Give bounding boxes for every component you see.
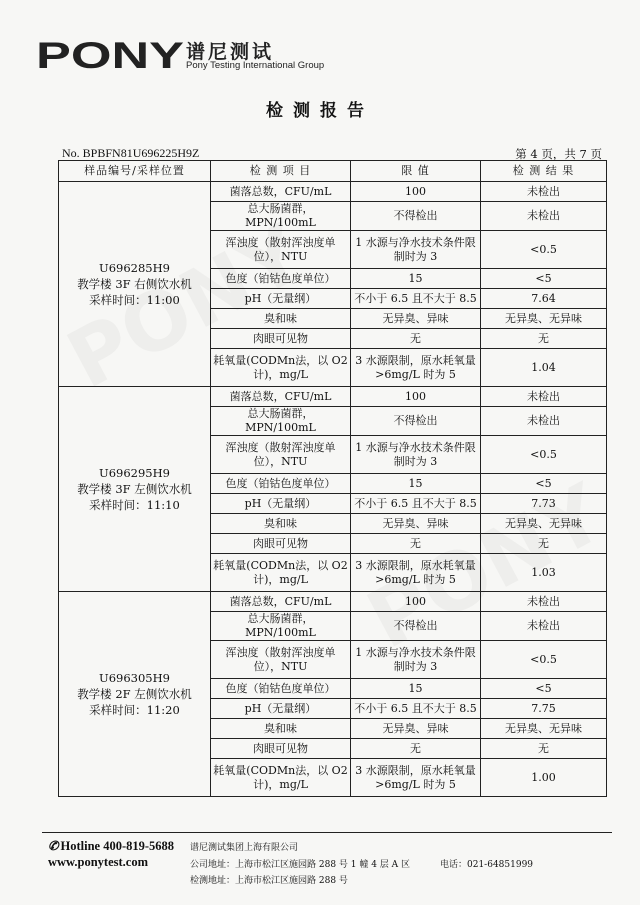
limit-cell: 不小于 6.5 且不大于 8.5 [351, 494, 481, 514]
test-item-cell: 色度（铂钴色度单位） [211, 474, 351, 494]
result-cell: 7.64 [481, 289, 607, 309]
column-header: 检 测 结 果 [481, 161, 607, 182]
test-item-cell: 臭和味 [211, 309, 351, 329]
sample-info-cell [59, 182, 211, 387]
sample-location: 教学楼 3F 右侧饮水机 [77, 277, 192, 291]
test-item-cell: 浑浊度（散射浑浊度单位），NTU [211, 641, 351, 679]
test-item-cell: 色度（铂钴色度单位） [211, 679, 351, 699]
hotline [48, 838, 174, 854]
website: www.ponytest.com [48, 855, 148, 869]
result-cell: 7.73 [481, 494, 607, 514]
result-cell: 无 [481, 739, 607, 759]
table-row [59, 387, 607, 407]
column-header: 限 值 [351, 161, 481, 182]
limit-cell: 无异臭、异味 [351, 719, 481, 739]
test-item-cell: pH（无量纲） [211, 699, 351, 719]
result-cell: 1.00 [481, 759, 607, 797]
result-cell: 未检出 [481, 387, 607, 407]
result-cell: 无 [481, 534, 607, 554]
result-cell: 1.04 [481, 349, 607, 387]
results-table [58, 160, 607, 797]
phone-number: 电话：021-64851999 [440, 860, 534, 870]
result-cell: <5 [481, 474, 607, 494]
limit-cell: 15 [351, 474, 481, 494]
test-item-cell: 臭和味 [211, 514, 351, 534]
pony-logo [36, 38, 186, 72]
limit-cell: 1 水源与净水技术条件限制时为 3 [351, 231, 481, 269]
result-cell: <0.5 [481, 641, 607, 679]
document-number: No. BPBFN81U696225H9Z [62, 146, 200, 160]
limit-cell: 3 水源限制，原水耗氧量 >6mg/L 时为 5 [351, 554, 481, 592]
column-header: 样品编号/采样位置 [59, 161, 211, 182]
table-header-row [59, 161, 607, 182]
report-title: 检测报告 [266, 101, 374, 121]
result-cell: 未检出 [481, 182, 607, 202]
test-item-cell: 浑浊度（散射浑浊度单位），NTU [211, 436, 351, 474]
result-cell: 7.75 [481, 699, 607, 719]
sample-id: U696305H9 [99, 671, 170, 685]
brand-name-cn: 谱尼测试 [186, 41, 275, 63]
limit-cell: 不小于 6.5 且不大于 8.5 [351, 699, 481, 719]
test-item-cell: 菌落总数，CFU/mL [211, 592, 351, 612]
limit-cell: 不小于 6.5 且不大于 8.5 [351, 289, 481, 309]
result-cell: 无 [481, 329, 607, 349]
result-cell: 无异臭、无异味 [481, 719, 607, 739]
svg-text:PONY: PONY [36, 38, 185, 72]
sample-id: U696295H9 [99, 466, 170, 480]
test-item-cell: 菌落总数，CFU/mL [211, 182, 351, 202]
test-item-cell: 总大肠菌群，MPN/100mL [211, 407, 351, 436]
limit-cell: 不得检出 [351, 202, 481, 231]
footer-divider [42, 832, 612, 833]
test-item-cell: 菌落总数，CFU/mL [211, 387, 351, 407]
result-cell: 未检出 [481, 407, 607, 436]
test-item-cell: pH（无量纲） [211, 494, 351, 514]
result-cell: 1.03 [481, 554, 607, 592]
test-item-cell: pH（无量纲） [211, 289, 351, 309]
limit-cell: 无异臭、异味 [351, 309, 481, 329]
test-item-cell: 臭和味 [211, 719, 351, 739]
sample-info-cell [59, 387, 211, 592]
limit-cell: 3 水源限制，原水耗氧量 >6mg/L 时为 5 [351, 349, 481, 387]
test-item-cell: 总大肠菌群，MPN/100mL [211, 612, 351, 641]
sample-location: 教学楼 3F 左侧饮水机 [77, 482, 192, 496]
phone-icon: ✆ [48, 839, 59, 853]
sample-location: 教学楼 2F 左侧饮水机 [77, 687, 192, 701]
limit-cell: 100 [351, 387, 481, 407]
table-row [59, 182, 607, 202]
result-cell: <5 [481, 679, 607, 699]
hotline-text: Hotline 400-819-5688 [60, 839, 175, 853]
limit-cell: 100 [351, 182, 481, 202]
limit-cell: 不得检出 [351, 407, 481, 436]
table-row [59, 592, 607, 612]
limit-cell: 1 水源与净水技术条件限制时为 3 [351, 436, 481, 474]
limit-cell: 无异臭、异味 [351, 514, 481, 534]
test-item-cell: 耗氧量(CODMn法，以 O2 计)，mg/L [211, 759, 351, 797]
limit-cell: 1 水源与净水技术条件限制时为 3 [351, 641, 481, 679]
brand-name-en: Pony Testing International Group [186, 60, 325, 71]
office-address: 公司地址：上海市松江区施园路 288 号 1 幢 4 层 A 区 [190, 860, 411, 870]
result-cell: 未检出 [481, 592, 607, 612]
limit-cell: 无 [351, 534, 481, 554]
result-cell: <5 [481, 269, 607, 289]
limit-cell: 无 [351, 329, 481, 349]
test-item-cell: 肉眼可见物 [211, 329, 351, 349]
test-item-cell: 浑浊度（散射浑浊度单位），NTU [211, 231, 351, 269]
lab-address: 检测地址：上海市松江区施园路 288 号 [190, 876, 348, 886]
result-cell: <0.5 [481, 436, 607, 474]
sample-time: 采样时间：11:20 [89, 703, 180, 717]
sample-time: 采样时间：11:10 [89, 498, 180, 512]
test-item-cell: 耗氧量(CODMn法，以 O2 计)，mg/L [211, 554, 351, 592]
sample-info-cell [59, 592, 211, 797]
test-item-cell: 总大肠菌群，MPN/100mL [211, 202, 351, 231]
test-item-cell: 肉眼可见物 [211, 739, 351, 759]
test-item-cell: 色度（铂钴色度单位） [211, 269, 351, 289]
company-name: 谱尼测试集团上海有限公司 [190, 843, 299, 853]
column-header: 检 测 项 目 [211, 161, 351, 182]
limit-cell: 不得检出 [351, 612, 481, 641]
limit-cell: 100 [351, 592, 481, 612]
test-item-cell: 耗氧量(CODMn法，以 O2 计)，mg/L [211, 349, 351, 387]
sample-id: U696285H9 [99, 261, 170, 275]
limit-cell: 无 [351, 739, 481, 759]
limit-cell: 3 水源限制，原水耗氧量 >6mg/L 时为 5 [351, 759, 481, 797]
result-cell: 未检出 [481, 612, 607, 641]
limit-cell: 15 [351, 679, 481, 699]
sample-time: 采样时间：11:00 [89, 293, 180, 307]
page-info: 第 4 页，共 7 页 [515, 147, 602, 161]
result-cell: 未检出 [481, 202, 607, 231]
result-cell: <0.5 [481, 231, 607, 269]
test-item-cell: 肉眼可见物 [211, 534, 351, 554]
limit-cell: 15 [351, 269, 481, 289]
result-cell: 无异臭、无异味 [481, 514, 607, 534]
result-cell: 无异臭、无异味 [481, 309, 607, 329]
